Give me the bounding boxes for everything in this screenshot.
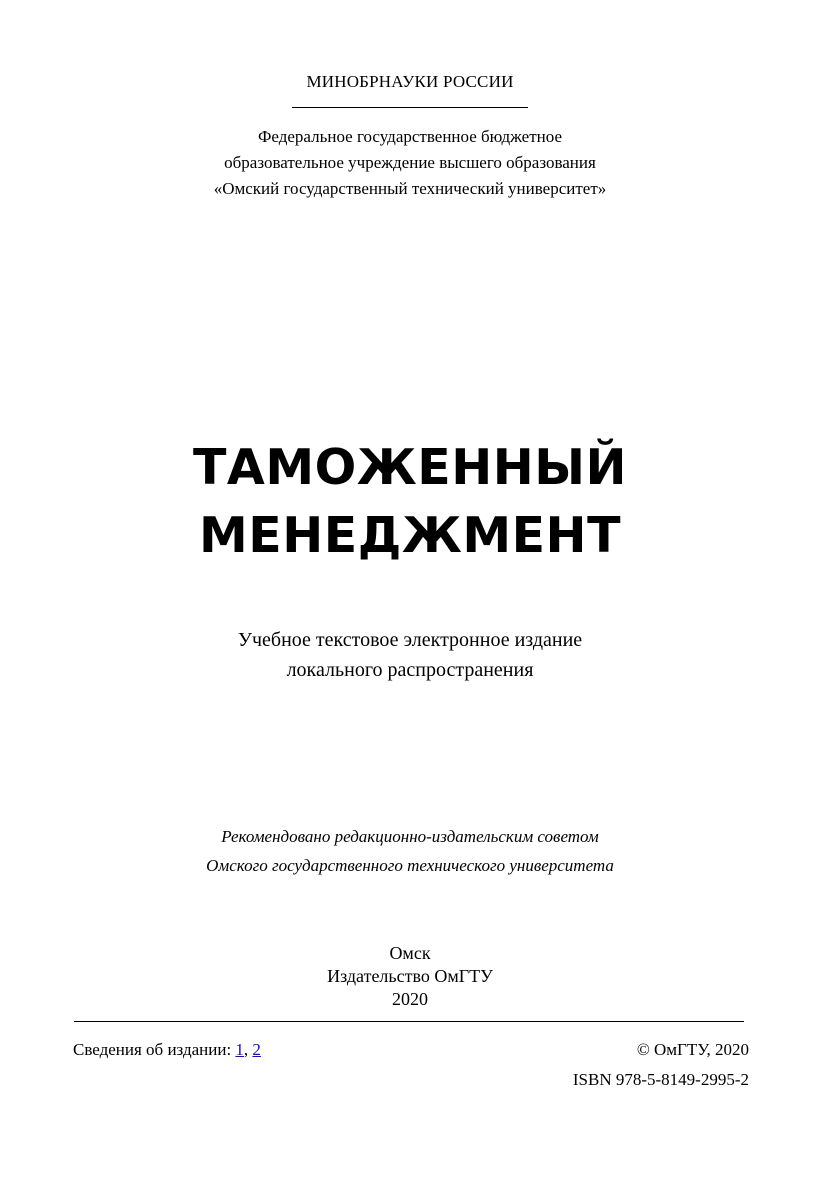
copyright-notice: © ОмГТУ, 2020 [636, 1040, 749, 1059]
isbn-number: ISBN 978-5-8149-2995-2 [572, 1070, 749, 1089]
recommendation-note [0, 822, 820, 880]
edition-info [73, 1040, 261, 1060]
subtitle-line: Учебное текстовое электронное издание [237, 629, 583, 651]
footer-divider [74, 1021, 744, 1022]
recommendation-line: Рекомендовано редакционно-издательским советом [221, 827, 599, 846]
ministry-name: МИНОБРНАУКИ РОССИИ [306, 72, 514, 91]
edition-info-separator: , [243, 1040, 249, 1059]
edition-info-link-1[interactable]: 1 [235, 1040, 244, 1059]
imprint-city: Омск [389, 943, 431, 963]
imprint-publisher: Издательство ОмГТУ [327, 966, 493, 986]
edition-info-link-2[interactable]: 2 [252, 1040, 261, 1059]
imprint-year: 2020 [392, 989, 428, 1009]
book-title-line: МЕНЕДЖМЕНТ [198, 507, 621, 564]
university-line: образовательное учреждение высшего образования [224, 153, 596, 172]
book-subtitle [0, 625, 820, 685]
subtitle-line: локального распространения [286, 659, 534, 681]
book-title-line: ТАМОЖЕННЫЙ [192, 439, 627, 496]
university-line: Федеральное государственное бюджетное [257, 127, 563, 146]
ministry-divider [292, 107, 528, 108]
university-block [0, 124, 820, 202]
book-title [0, 434, 820, 570]
recommendation-line: Омского государственного технического университета [206, 856, 614, 875]
university-line: «Омский государственный технический университет» [213, 179, 607, 198]
edition-info-label: Сведения об издании: [73, 1040, 232, 1059]
